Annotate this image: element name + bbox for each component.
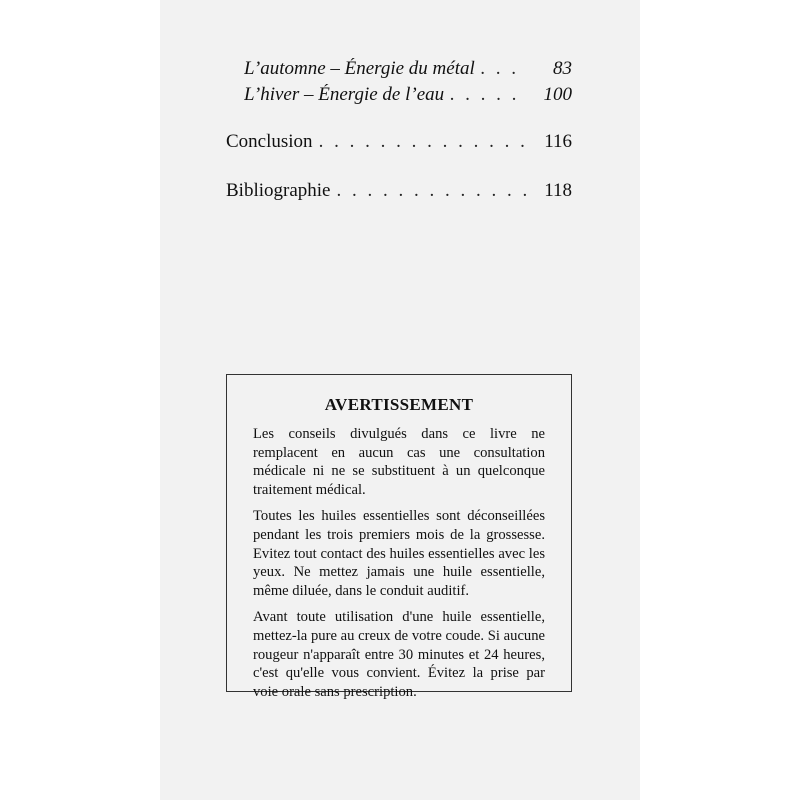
toc-entry-page: 83 <box>553 58 572 79</box>
toc-entry-page: 116 <box>544 131 572 152</box>
toc-leader-dots <box>450 84 528 106</box>
toc-entry-title: L’automne – Énergie du métal <box>244 58 475 79</box>
toc-leader-dots <box>319 131 528 153</box>
toc-entry-title: Bibliographie <box>226 180 331 201</box>
warning-paragraph-medical: Les conseils divulgués dans ce livre ne remplacent en aucun cas une consultation médicale ni ne se substituent à un quelconque traitement médical. <box>253 426 545 498</box>
toc-entry-winter <box>244 84 572 106</box>
warning-paragraph-skin-test: Avant toute utilisation d'une huile essentielle, mettez-la pure au creux de votre coude. Si aucune rougeur n'apparaît entre 30 minutes et 24 heures, c'est qu'elle vous convient. Évitez la prise par voie orale sans prescription. <box>253 609 545 700</box>
toc-entry-page: 118 <box>544 180 572 201</box>
book-page <box>160 0 640 800</box>
toc-entry-conclusion <box>226 131 572 153</box>
toc-entry-title: L’hiver – Énergie de l’eau <box>244 84 445 105</box>
toc-leader-dots <box>336 180 528 202</box>
warning-title: AVERTISSEMENT <box>324 395 474 414</box>
toc-leader-dots <box>481 58 528 80</box>
toc-entry-autumn <box>244 58 572 80</box>
warning-box <box>226 374 572 700</box>
toc-entry-title: Conclusion <box>226 131 313 152</box>
warning-paragraph-pregnancy: Toutes les huiles essentielles sont déconseillées pendant les trois premiers mois de la grossesse. Evitez tout contact des huiles essentielles avec les yeux. Ne mettez jamais une huile essentielle, même diluée, dans le conduit auditif. <box>253 508 545 599</box>
toc-entry-bibliography <box>226 180 572 202</box>
toc-entry-page: 100 <box>543 84 572 105</box>
